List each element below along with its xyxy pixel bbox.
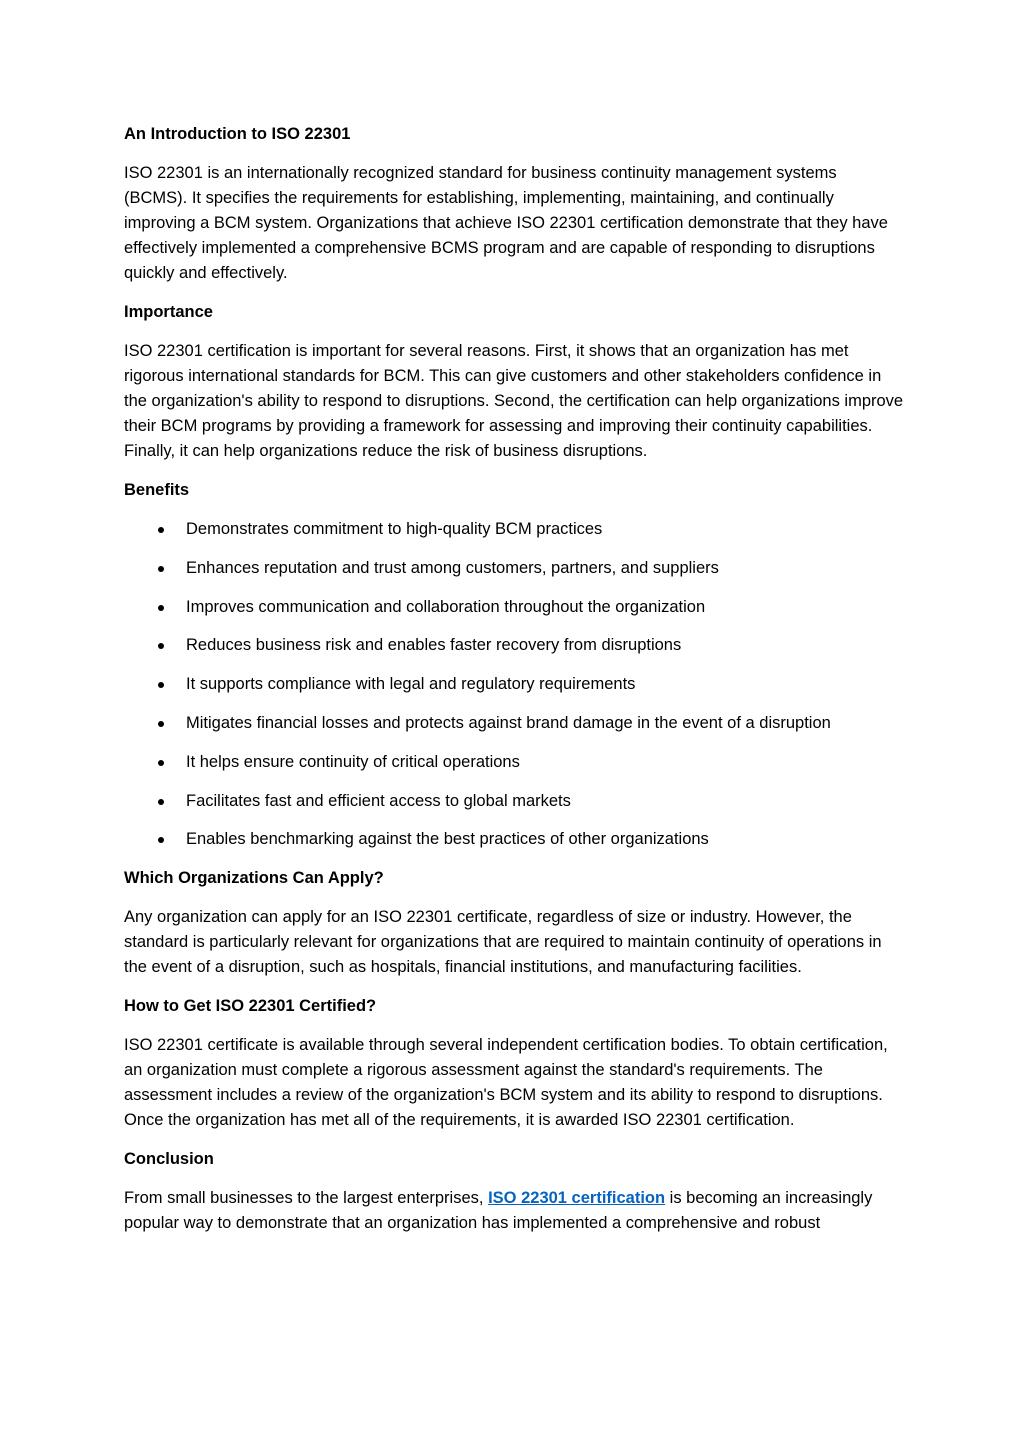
list-item: Improves communication and collaboration throughout the organization xyxy=(124,595,904,620)
benefits-heading: Benefits xyxy=(124,481,190,499)
who-paragraph: Any organization can apply for an ISO 22301 certificate, regardless of size or industry. However, the standard is particularly relevant for organizations that are required to maintain continuity of operations in the event of a disruption, such as hospitals, financial institutions, and manufacturing facilities. xyxy=(124,908,882,977)
list-item: It supports compliance with legal and regulatory requirements xyxy=(124,672,904,697)
conclusion-text-before: From small businesses to the largest enterprises, xyxy=(124,1189,489,1208)
list-item: Enables benchmarking against the best practices of other organizations xyxy=(124,827,904,852)
who-heading: Which Organizations Can Apply? xyxy=(124,869,384,888)
list-item: Facilitates fast and efficient access to global markets xyxy=(124,789,904,814)
list-item: Mitigates financial losses and protects against brand damage in the event of a disruption xyxy=(124,711,904,736)
how-paragraph: ISO 22301 certificate is available through several independent certification bodies. To obtain certification, an organization must complete a rigorous assessment against the standard's requirements. The assessment includes a review of the organization's BCM system and its ability to respond to disruptions. Once the organization has met all of the requirements, it is awarded ISO 22301 certification. xyxy=(124,1036,888,1130)
list-item: Reduces business risk and enables faster recovery from disruptions xyxy=(124,633,904,658)
benefits-list xyxy=(124,517,904,852)
intro-heading: An Introduction to ISO 22301 xyxy=(124,125,351,143)
list-item: It helps ensure continuity of critical operations xyxy=(124,750,904,775)
conclusion-paragraph xyxy=(124,1186,904,1236)
list-item: Demonstrates commitment to high-quality BCM practices xyxy=(124,517,904,542)
intro-paragraph: ISO 22301 is an internationally recognized standard for business continuity management systems (BCMS). It specifies the requirements for establishing, implementing, maintaining, and continually improving a BCM system. Organizations that achieve ISO 22301 certification demonstrate that they have effectively implemented a comprehensive BCMS program and are capable of responding to disruptions quickly and effectively. xyxy=(124,164,888,282)
iso-certification-link[interactable]: ISO 22301 certification xyxy=(488,1189,666,1208)
how-heading: How to Get ISO 22301 Certified? xyxy=(124,997,377,1016)
importance-paragraph: ISO 22301 certification is important for several reasons. First, it shows that an organization has met rigorous international standards for BCM. This can give customers and other stakeholders confidence in the organization's ability to respond to disruptions. Second, the certification can help organizations improve their BCM programs by providing a framework for assessing and improving their continuity capabilities. Finally, it can help organizations reduce the risk of business disruptions. xyxy=(124,342,904,460)
importance-heading: Importance xyxy=(124,303,213,321)
list-item: Enhances reputation and trust among customers, partners, and suppliers xyxy=(124,556,904,581)
conclusion-text-after: is becoming an increasingly popular way to demonstrate that an organization has implemented a comprehensive and robust xyxy=(124,1189,873,1233)
conclusion-heading: Conclusion xyxy=(124,1150,214,1169)
document-page xyxy=(124,122,904,1250)
